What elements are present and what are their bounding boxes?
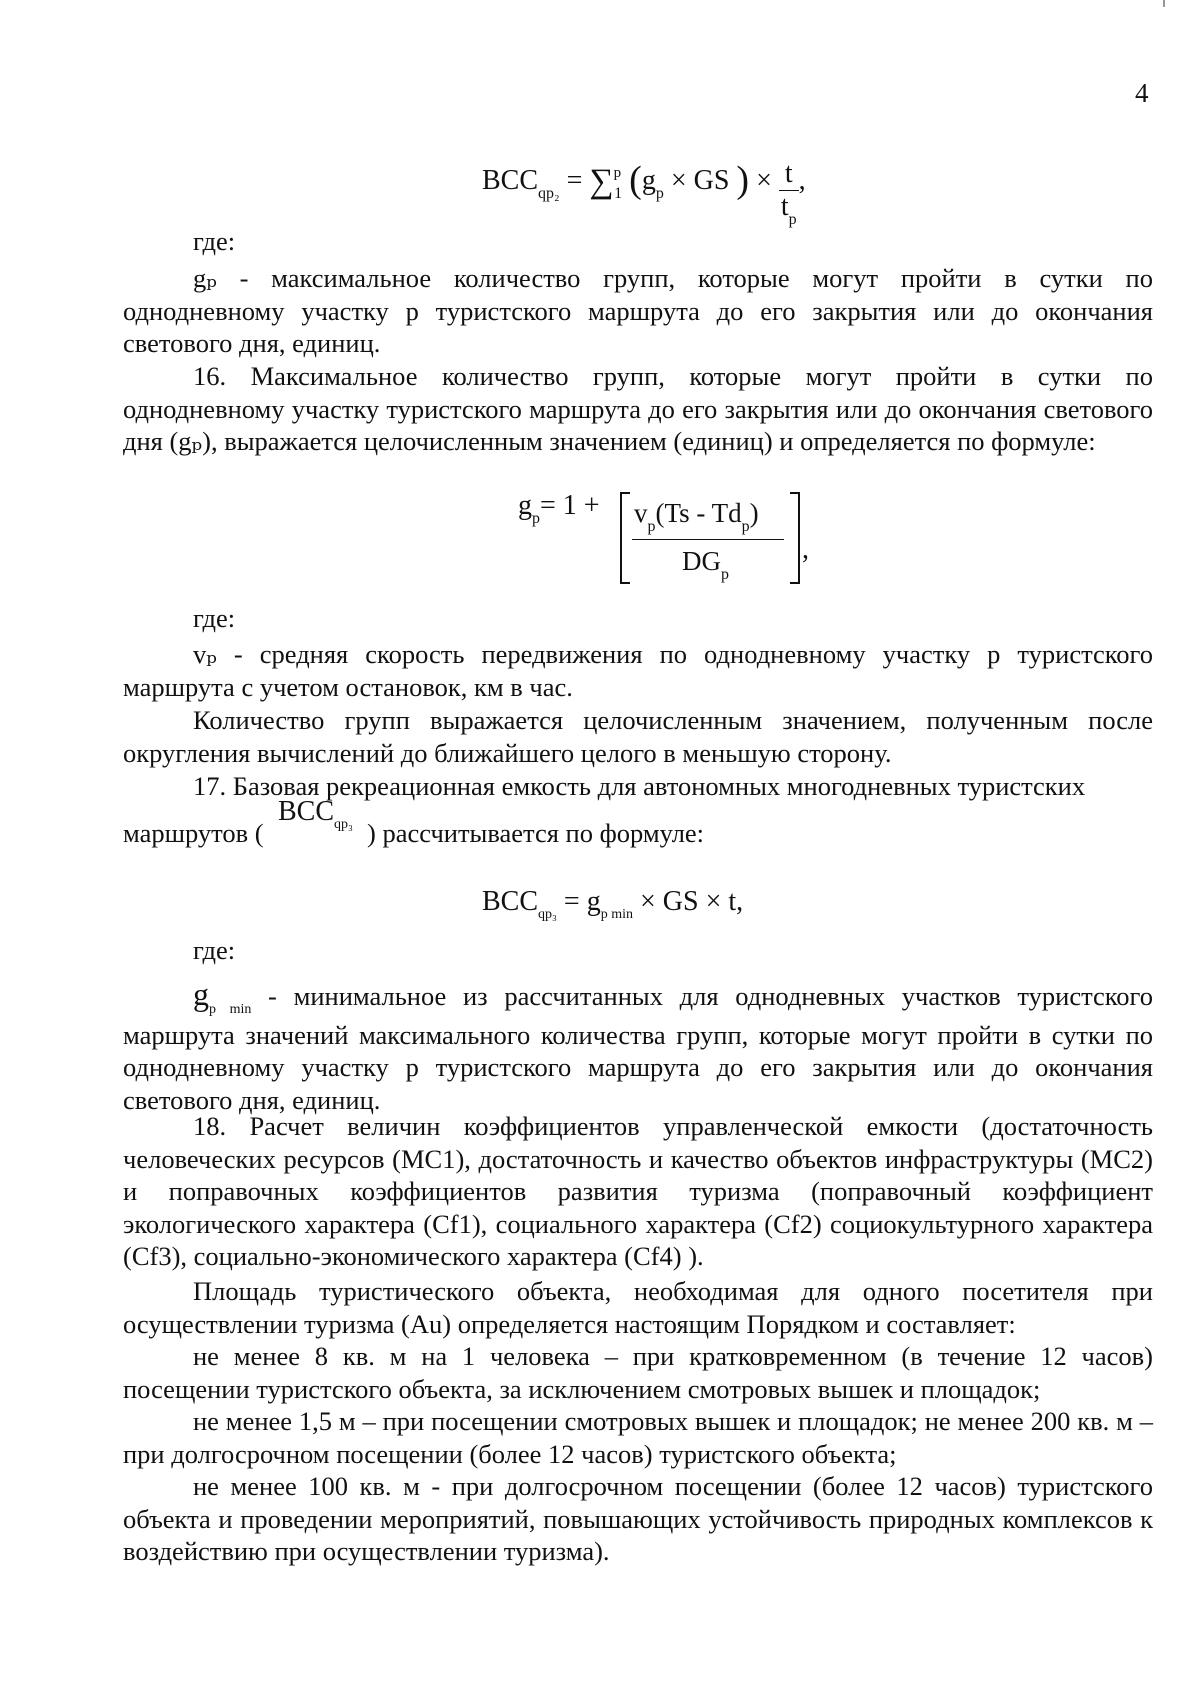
formula-punctuation: ,	[798, 164, 806, 196]
definition-text: - минимальное из рассчитанных для однодневных участков туристского маршрута значений максимального количества групп, которые могут пройти в сутки по однодневному участку p туристского маршрута до его закрытия или до окончания светового дня, единиц.	[123, 981, 1154, 1115]
area-rule-2: не менее 1,5 м – при посещении смотровых вышек и площадок; не менее 200 кв. м – при долгосрочном посещении (более 12 часов) туристского объекта;	[123, 1406, 1153, 1469]
formula-gp	[518, 490, 600, 527]
formula-subscript: p	[647, 518, 656, 535]
formula-subscript: qp₃	[334, 817, 353, 832]
where-label: где:	[193, 226, 236, 256]
definition-vp: vₚ - средняя скорость передвижения по однодневному участку p туристского маршрута с учетом остановок, км в час.	[123, 639, 1153, 702]
fraction-numerator: t	[784, 158, 793, 189]
area-intro: Площадь туристического объекта, необходимая для одного посетителя при осуществлении туризма (Au) определяется настоящим Порядком и составляет:	[123, 1276, 1153, 1339]
formula-symbol: v	[634, 498, 648, 528]
formula-symbol: DG	[682, 546, 721, 576]
where-label: где:	[193, 935, 236, 965]
formula-gp-denominator	[682, 546, 729, 583]
where-label: где:	[193, 603, 236, 633]
item-17-line-1: 17. Базовая рекреационная емкость для автономных многодневных туристских	[193, 771, 1086, 801]
area-rule-3: не менее 100 кв. м - при долгосрочном посещении (более 12 часов) туристского объекта и проведении мероприятий, повышающих устойчивость природных комплексов к воздействию при осуществлении туризма).	[123, 1471, 1153, 1566]
formula-gp-numerator	[634, 498, 759, 535]
formula-subscript: p	[721, 566, 729, 583]
inline-text: маршрутов (	[123, 818, 264, 848]
sum-symbol: ∑	[589, 162, 614, 200]
formula-symbol: g	[193, 976, 209, 1012]
item-18: 18. Расчет величин коэффициентов управленческой емкости (достаточность человеческих ресурсов (MC1), достаточность и качество объектов инфраструктуры (MC2) и поправочных коэффициентов развития туризма (поправочный коэффициент экологического характера (Cf1), социального характера (Cf2) социокультурного характера (Cf3), социально-экономического характера (Cf4) ).	[123, 1111, 1153, 1271]
formula-symbol: t	[780, 191, 789, 222]
formula-subscript: qp₂	[538, 184, 560, 202]
formula-bcc-qp3	[482, 886, 744, 922]
formula-fraction	[779, 158, 799, 228]
fraction-denominator	[779, 190, 799, 228]
formula-subscript: p min	[209, 1002, 252, 1017]
formula-punctuation: )	[749, 498, 759, 528]
formula-symbol: g	[641, 164, 656, 196]
item-17-line-2	[123, 818, 264, 849]
formula-operator: = g	[563, 886, 601, 917]
item-17-line-2-end	[367, 818, 704, 849]
formula-bcc-qp2: $BCC_{qp_2} = \sum^p_1$ ($g_p$ × GS ) × $\frac{t}{t_p}$ ,	[482, 158, 806, 228]
area-rule-1: не менее 8 кв. м на 1 человека – при кратковременном (в течение 12 часов) посещении туристского объекта, за исключением смотровых вышек и площадок;	[123, 1341, 1153, 1404]
sum-upper: p	[613, 164, 622, 181]
formula-subscript: p	[741, 518, 750, 535]
definition-gp: gₚ - максимальное количество групп, которые могут пройти в сутки по однодневному участку p туристского маршрута до его закрытия или до окончания светового дня, единиц.	[123, 263, 1153, 358]
formula-operator: ×	[756, 164, 772, 196]
formula-term: × GS × t,	[640, 886, 744, 917]
sum-lower: 1	[614, 184, 623, 202]
formula-subscript: p min	[600, 907, 633, 922]
inline-text: ) рассчитывается по формуле:	[367, 818, 705, 848]
formula-subscript: p	[655, 184, 664, 202]
formula-symbol: g	[518, 490, 532, 521]
formula-punctuation: ,	[802, 534, 809, 565]
inline-formula-symbol	[278, 796, 353, 832]
item-16: 16. Максимальное количество групп, которые могут пройти в сутки по однодневному участку туристского маршрута до его закрытия или до окончания светового дня (gₚ), выражается целочисленным значением (единиц) и определяется по формуле:	[123, 361, 1153, 456]
formula-symbol: BCC	[482, 164, 539, 196]
groups-note: Количество групп выражается целочисленным значением, полученным после округления вычислений до ближайшего целого в меньшую сторону.	[123, 705, 1153, 768]
formula-symbol: BCC	[482, 886, 539, 917]
formula-symbol: BCC	[278, 796, 335, 827]
fraction-line	[632, 539, 784, 540]
formula-term: × GS	[670, 164, 730, 196]
formula-term: (Ts - Td	[655, 498, 742, 528]
scan-mark	[1163, 0, 1165, 7]
page-number: 4	[1135, 78, 1149, 108]
definition-gpmin	[123, 978, 1153, 1116]
formula-subscript: p	[532, 510, 540, 527]
formula-subscript: qp₃	[538, 907, 557, 922]
formula-operator: = 1 +	[540, 490, 600, 521]
formula-subscript: p	[788, 211, 797, 228]
